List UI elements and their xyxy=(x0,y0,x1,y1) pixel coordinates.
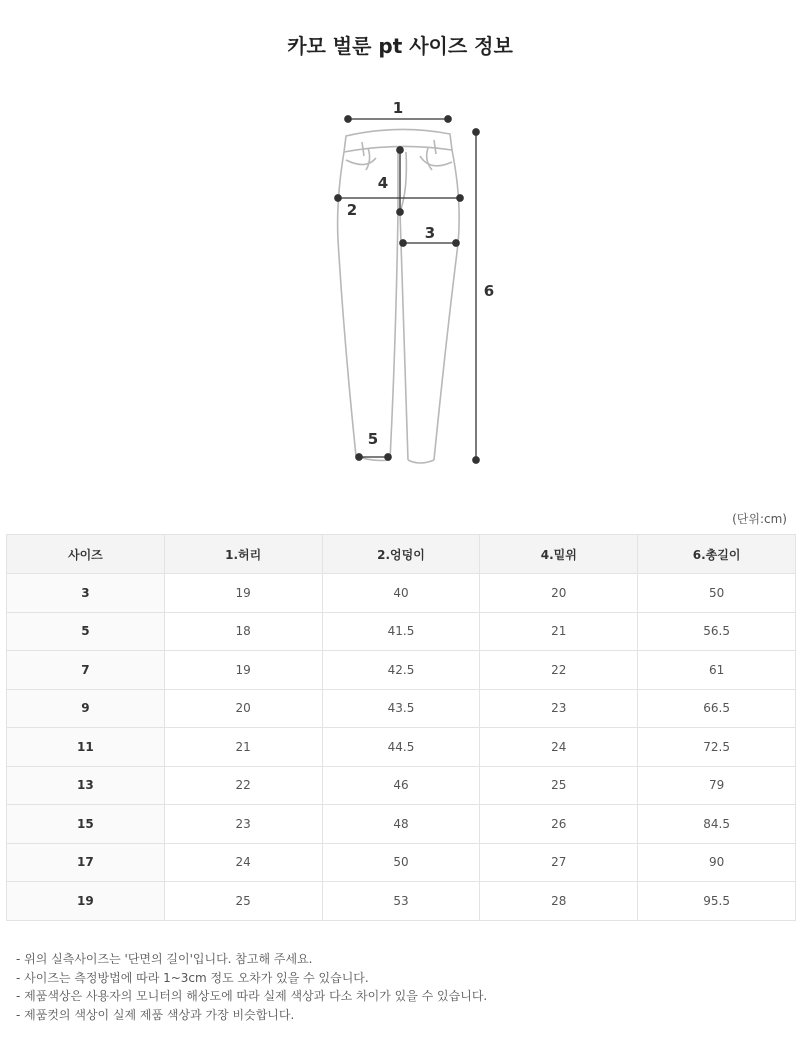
table-row xyxy=(7,651,796,690)
table-row xyxy=(7,805,796,844)
cell-length: 84.5 xyxy=(638,805,796,844)
cell-size: 7 xyxy=(7,651,165,690)
table-row xyxy=(7,882,796,921)
cell-waist: 24 xyxy=(164,843,322,882)
cell-waist: 21 xyxy=(164,728,322,767)
cell-hip: 41.5 xyxy=(322,612,480,651)
label-waist: 1 xyxy=(392,99,404,117)
cell-waist: 22 xyxy=(164,766,322,805)
cell-hip: 53 xyxy=(322,882,480,921)
cell-waist: 19 xyxy=(164,651,322,690)
table-row xyxy=(7,843,796,882)
note-item: - 제품색상은 사용자의 모니터의 해상도에 따라 실제 색상과 다소 차이가 있을 수 있습니다. xyxy=(16,987,487,1006)
table-row xyxy=(7,612,796,651)
table-row xyxy=(7,689,796,728)
cell-length: 95.5 xyxy=(638,882,796,921)
cell-rise: 20 xyxy=(480,574,638,613)
cell-rise: 28 xyxy=(480,882,638,921)
label-thigh: 3 xyxy=(424,224,436,242)
cell-size: 13 xyxy=(7,766,165,805)
cell-rise: 24 xyxy=(480,728,638,767)
cell-size: 15 xyxy=(7,805,165,844)
header-rise: 4.밑위 xyxy=(480,535,638,574)
cell-size: 19 xyxy=(7,882,165,921)
cell-length: 56.5 xyxy=(638,612,796,651)
cell-hip: 48 xyxy=(322,805,480,844)
header-length: 6.총길이 xyxy=(638,535,796,574)
cell-hip: 40 xyxy=(322,574,480,613)
cell-waist: 25 xyxy=(164,882,322,921)
notes-list xyxy=(16,950,487,1024)
note-item: - 사이즈는 측정방법에 따라 1~3cm 정도 오차가 있을 수 있습니다. xyxy=(16,969,487,988)
cell-size: 5 xyxy=(7,612,165,651)
table-row xyxy=(7,766,796,805)
pants-outline xyxy=(338,129,460,463)
header-hip: 2.엉덩이 xyxy=(322,535,480,574)
pants-diagram xyxy=(0,0,800,500)
size-table xyxy=(6,534,796,921)
cell-length: 61 xyxy=(638,651,796,690)
cell-hip: 44.5 xyxy=(322,728,480,767)
label-length: 6 xyxy=(483,282,495,300)
cell-length: 90 xyxy=(638,843,796,882)
table-row xyxy=(7,728,796,767)
table-header-row xyxy=(7,535,796,574)
cell-length: 72.5 xyxy=(638,728,796,767)
cell-size: 3 xyxy=(7,574,165,613)
header-waist: 1.허리 xyxy=(164,535,322,574)
cell-waist: 20 xyxy=(164,689,322,728)
cell-waist: 18 xyxy=(164,612,322,651)
header-size: 사이즈 xyxy=(7,535,165,574)
label-rise: 4 xyxy=(377,174,389,192)
page-title: 카모 벌룬 pt 사이즈 정보 xyxy=(287,34,513,58)
cell-rise: 26 xyxy=(480,805,638,844)
note-item: - 제품컷의 색상이 실제 제품 색상과 가장 비슷합니다. xyxy=(16,1006,487,1025)
unit-label: (단위:cm) xyxy=(732,512,787,526)
cell-rise: 27 xyxy=(480,843,638,882)
cell-length: 66.5 xyxy=(638,689,796,728)
cell-hip: 50 xyxy=(322,843,480,882)
label-hem: 5 xyxy=(367,430,379,448)
table-row xyxy=(7,574,796,613)
cell-waist: 19 xyxy=(164,574,322,613)
cell-waist: 23 xyxy=(164,805,322,844)
cell-size: 11 xyxy=(7,728,165,767)
cell-size: 17 xyxy=(7,843,165,882)
label-hip: 2 xyxy=(346,201,358,219)
cell-rise: 25 xyxy=(480,766,638,805)
cell-length: 79 xyxy=(638,766,796,805)
note-item: - 위의 실측사이즈는 '단면의 길이'입니다. 참고해 주세요. xyxy=(16,950,487,969)
cell-rise: 23 xyxy=(480,689,638,728)
cell-hip: 43.5 xyxy=(322,689,480,728)
cell-hip: 46 xyxy=(322,766,480,805)
cell-rise: 21 xyxy=(480,612,638,651)
cell-length: 50 xyxy=(638,574,796,613)
cell-hip: 42.5 xyxy=(322,651,480,690)
cell-size: 9 xyxy=(7,689,165,728)
cell-rise: 22 xyxy=(480,651,638,690)
